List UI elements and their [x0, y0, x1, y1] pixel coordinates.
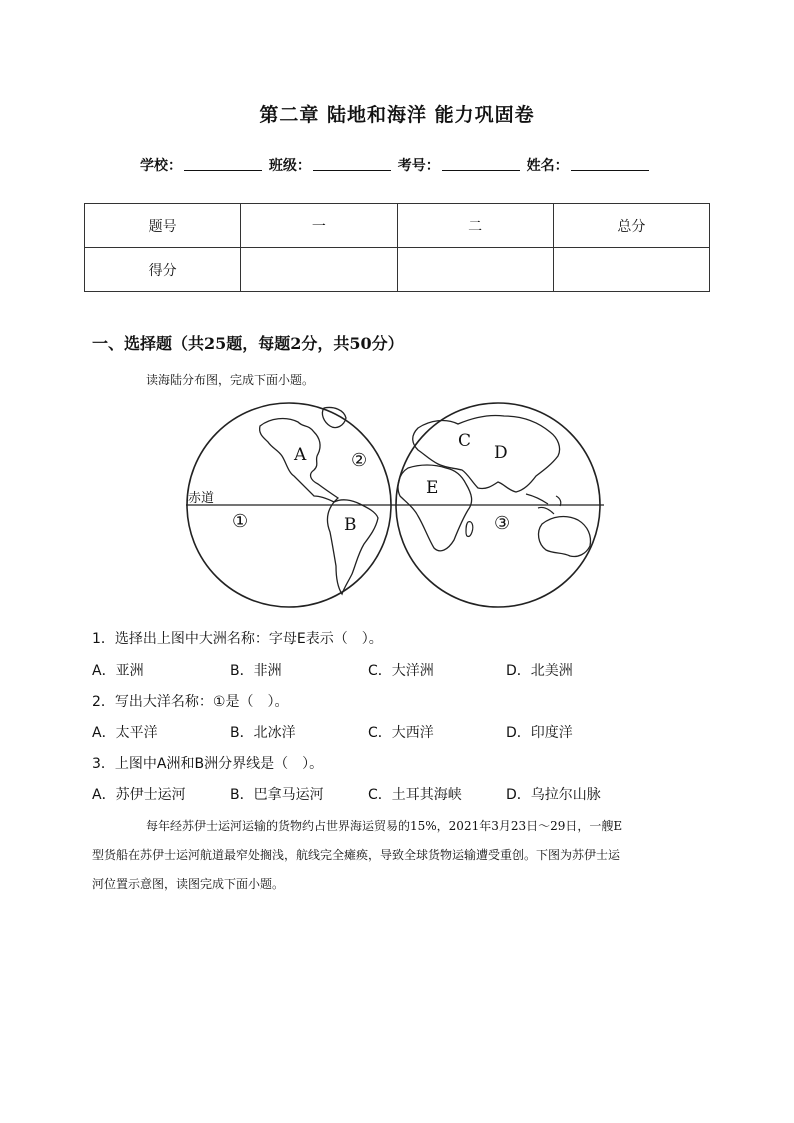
exam-no-blank[interactable]: [442, 156, 520, 171]
question-3-option-d[interactable]: D．乌拉尔山脉: [506, 787, 601, 803]
continent-label-b: B: [344, 515, 357, 535]
section-instruction: 读海陆分布图，完成下面小题。: [146, 373, 315, 387]
school-label: 学校：: [140, 158, 182, 174]
score-row-label: 得分: [85, 248, 241, 292]
reading-passage: [92, 812, 704, 899]
madagascar-outline: [466, 522, 473, 537]
score-table-header-row: [85, 204, 710, 248]
ocean-label-3: ③: [494, 513, 511, 534]
ocean-label-2: ②: [351, 450, 368, 471]
exam-no-label: 考号：: [397, 158, 440, 174]
question-1-option-b[interactable]: B．非洲: [230, 663, 282, 679]
passage-line-2: 型货船在苏伊士运河航道最窄处搁浅，航线完全瘫痪，导致全球货物运输遭受重创。下图为苏伊士运: [92, 848, 621, 862]
question-2-option-a[interactable]: A．太平洋: [92, 725, 158, 741]
score-table-cell: 总分: [553, 204, 709, 248]
score-input-cell[interactable]: [241, 248, 397, 292]
question-2-option-c[interactable]: C．大西洋: [368, 725, 434, 741]
question-1-option-a[interactable]: A．亚洲: [92, 663, 144, 679]
school-blank[interactable]: [184, 156, 262, 171]
class-label: 班级：: [268, 158, 311, 174]
score-input-cell[interactable]: [553, 248, 709, 292]
score-table-score-row: [85, 248, 710, 292]
page-title: 第二章 陆地和海洋 能力巩固卷: [259, 104, 535, 126]
score-table: [84, 203, 710, 292]
question-2-stem: 2．写出大洋名称：①是（ ）。: [92, 694, 289, 710]
score-table-cell: 题号: [85, 204, 241, 248]
score-table-cell: 二: [397, 204, 553, 248]
score-input-cell[interactable]: [397, 248, 553, 292]
continent-label-c: C: [458, 431, 472, 451]
australia-outline: [539, 517, 591, 557]
question-3-option-b[interactable]: B．巴拿马运河: [230, 787, 324, 803]
name-label: 姓名：: [526, 158, 569, 174]
question-2-option-d[interactable]: D．印度洋: [506, 725, 573, 741]
question-3-option-a[interactable]: A．苏伊士运河: [92, 787, 186, 803]
passage-line-1: 每年经苏伊士运河运输的货物约占世界海运贸易的15%，2021年3月23日～29日，一艘E: [146, 819, 623, 833]
name-blank[interactable]: [571, 156, 649, 171]
section-title: 一、选择题（共25题，每题2分，共50分）: [92, 334, 404, 353]
question-1-option-d[interactable]: D．北美洲: [506, 663, 573, 679]
southeast-asia-islands-outline: [526, 494, 561, 514]
equator-label: 赤道: [188, 491, 215, 506]
class-blank[interactable]: [313, 156, 391, 171]
question-3-stem: 3．上图中A洲和B洲分界线是（ ）。: [92, 756, 324, 772]
ocean-label-1: ①: [232, 511, 249, 532]
world-hemispheres-map: [186, 398, 606, 612]
question-1-option-c[interactable]: C．大洋洲: [368, 663, 434, 679]
question-2-option-b[interactable]: B．北冰洋: [230, 725, 296, 741]
question-1-stem: 1．选择出上图中大洲名称：字母E表示（ ）。: [92, 631, 383, 647]
student-info-line: [140, 155, 660, 175]
continent-label-e: E: [426, 478, 439, 498]
continent-label-d: D: [494, 443, 508, 463]
passage-line: [92, 812, 704, 841]
score-table-cell: 一: [241, 204, 397, 248]
question-3-option-c[interactable]: C．土耳其海峡: [368, 787, 462, 803]
south-america-outline: [327, 500, 378, 594]
passage-line-3: 河位置示意图，读图完成下面小题。: [92, 877, 285, 891]
continent-label-a: A: [294, 445, 307, 465]
